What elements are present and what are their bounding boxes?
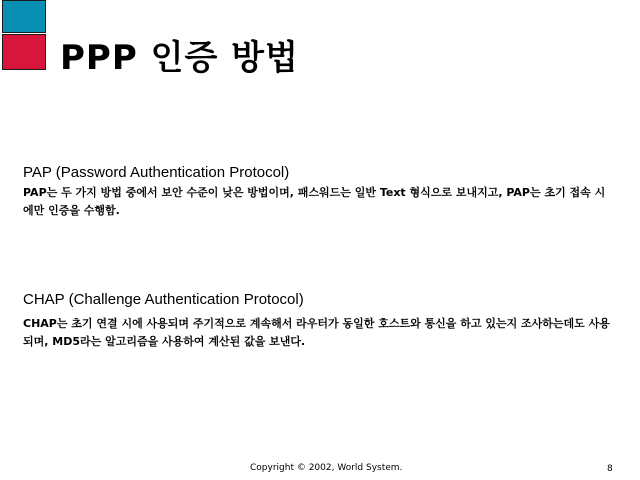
- decorative-teal-square: [2, 0, 46, 33]
- chap-description: CHAP는 초기 연결 시에 사용되며 주기적으로 계속해서 라우터가 동일한 호스트와 통신을 하고 있는지 조사하는데도 사용되며, MD5라는 알고리즘을 사용하여 계산된 값을 보낸다.: [23, 317, 610, 348]
- chap-heading: CHAP (Challenge Authentication Protocol): [23, 291, 304, 308]
- page-number: 8: [607, 464, 613, 474]
- pap-heading: PAP (Password Authentication Protocol): [23, 164, 290, 181]
- slide-title: PPP 인증 방법: [60, 38, 299, 78]
- pap-description: PAP는 두 가지 방법 중에서 보안 수준이 낮은 방법이며, 패스워드는 일반 Text 형식으로 보내지고, PAP는 초기 접속 시에만 인증을 수행함.: [23, 186, 606, 217]
- copyright-footer: Copyright © 2002, World System.: [250, 463, 403, 473]
- decorative-red-square: [2, 34, 46, 70]
